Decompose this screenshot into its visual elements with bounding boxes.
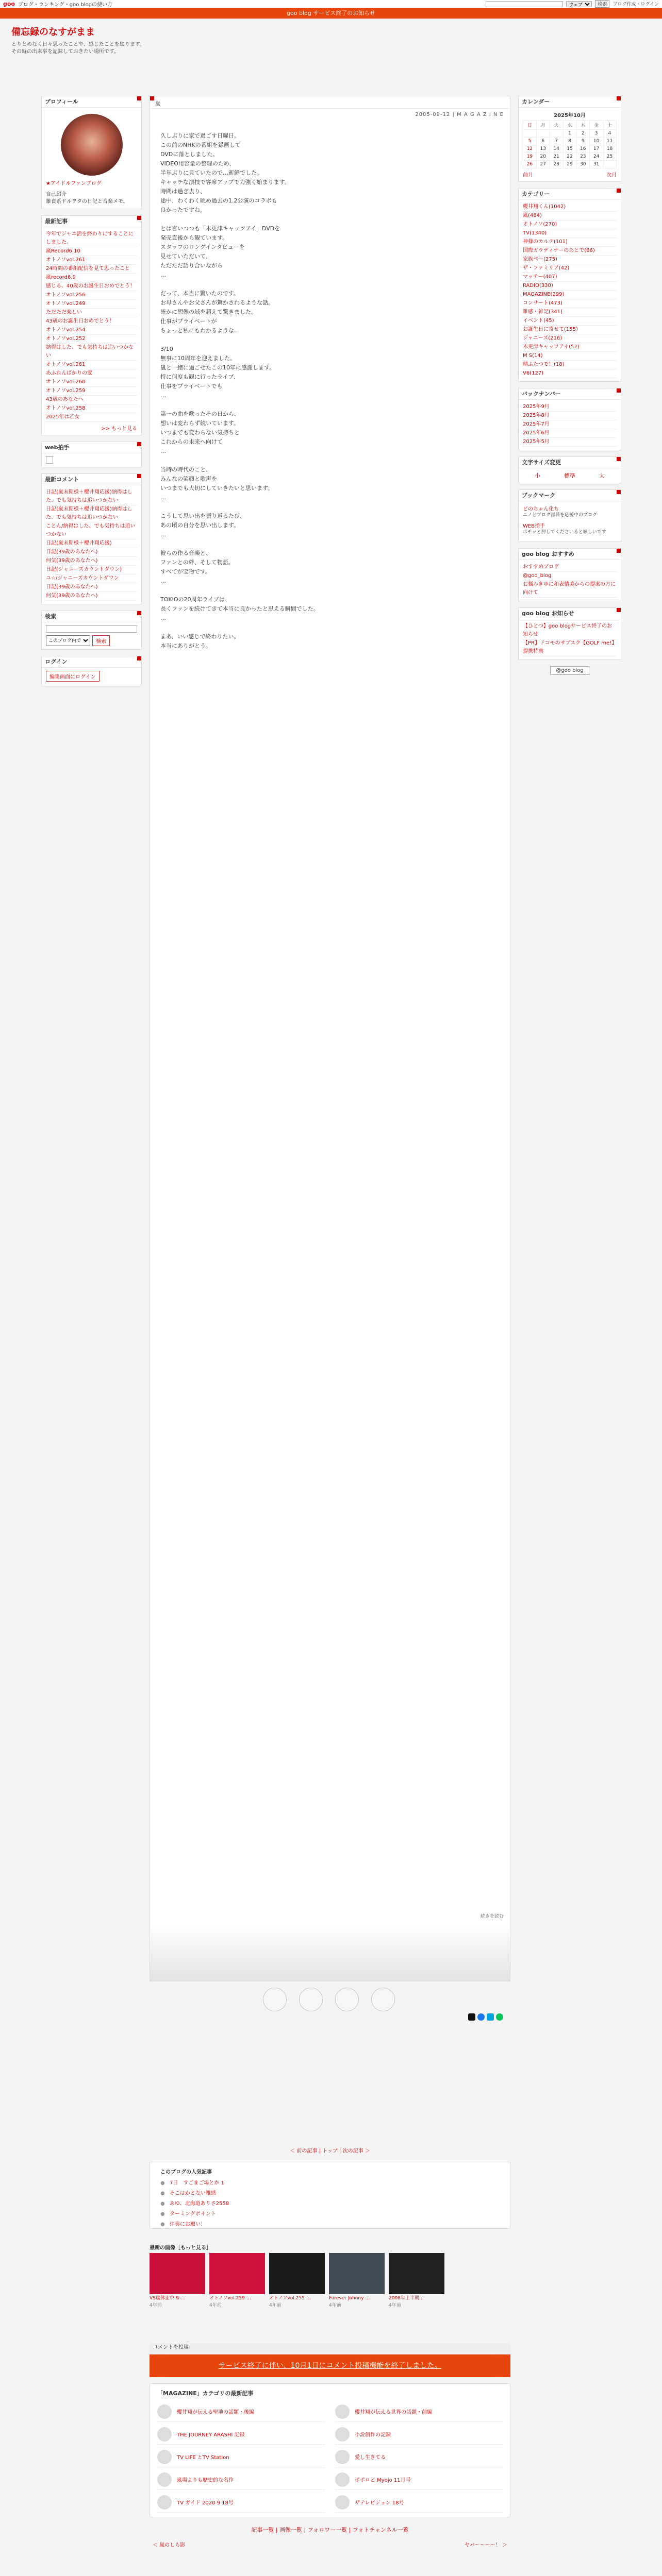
categories-box bbox=[518, 188, 621, 382]
hatena-share-icon[interactable] bbox=[487, 2013, 494, 2021]
recent-comment-who[interactable]: 日記(嵐末期様＋櫻井翔応援) bbox=[46, 540, 112, 546]
calendar-day[interactable]: 20 bbox=[536, 153, 550, 161]
blog-search-scope[interactable] bbox=[46, 635, 90, 646]
recent-photo-date: 4年前 bbox=[269, 2303, 282, 2308]
profile-heading: プロフィール bbox=[42, 96, 141, 108]
article-paragraph: こうして思い出を振り返るたび、 あの頃の自分を思い出します。 … bbox=[160, 513, 245, 538]
article-paragraph: TOKIOの20周年ライブは、 長くファンを続けてきて本当に良かったと思える瞬間でした。 … bbox=[160, 596, 319, 621]
related-item-title[interactable]: TV ガイド 2020 9 18号 bbox=[177, 2500, 234, 2506]
related-item[interactable] bbox=[157, 2424, 325, 2445]
recent-photo-thumb[interactable] bbox=[150, 2253, 205, 2294]
related-item-title[interactable]: ポポロと Myojo 11月号 bbox=[355, 2478, 411, 2483]
fontsize-mid[interactable]: 標準 bbox=[564, 472, 575, 479]
bottom-prev-link[interactable]: ＜ 嵐のしら影 bbox=[153, 2543, 186, 2548]
blog-search-button[interactable]: 検索 bbox=[92, 635, 110, 646]
article-header bbox=[150, 96, 510, 109]
recent-entry-item[interactable]: あふれんばかりの愛 bbox=[46, 369, 137, 378]
left-sidebar bbox=[41, 96, 142, 691]
popular-item-icon: ● bbox=[160, 2191, 165, 2196]
fontsize-box bbox=[518, 456, 621, 483]
calendar-day[interactable]: 19 bbox=[523, 153, 537, 161]
recent-entry-item[interactable]: オトノソvol.256 bbox=[46, 291, 137, 300]
toolbar-scope-select[interactable] bbox=[566, 1, 592, 7]
calendar-day[interactable]: 12 bbox=[523, 145, 537, 153]
web-clap-icon[interactable] bbox=[46, 456, 53, 464]
calendar-box bbox=[518, 96, 621, 182]
article-paragraph: 彼らの作る音楽と、 ファンとの絆、そして物語。 すべてが宝物です。 … bbox=[160, 550, 234, 584]
popular-item-title[interactable]: 7日 すごまご場とか 1 bbox=[170, 2180, 224, 2186]
related-item[interactable] bbox=[157, 2469, 325, 2490]
related-item[interactable] bbox=[335, 2424, 503, 2445]
calendar-day[interactable]: 25 bbox=[603, 153, 617, 161]
recent-photos-row bbox=[150, 2253, 510, 2308]
category-item[interactable]: 国際ガラディナーのあとで(66) bbox=[523, 247, 617, 256]
recent-entry-item[interactable]: 今年でジャニ活を終わりにすることにしました。 bbox=[46, 230, 137, 247]
recent-photo-caption[interactable]: 2008年上半期… bbox=[389, 2296, 424, 2301]
related-box bbox=[150, 2383, 510, 2517]
related-item-title[interactable]: 櫻井翔が伝える世界の話題・前編 bbox=[355, 2410, 432, 2415]
related-item[interactable] bbox=[335, 2492, 503, 2513]
goo-notice-item[interactable]: 【PR】ドコモのサブスク【GOLF me!】提携特典 bbox=[523, 639, 617, 656]
recent-photo-date: 4年前 bbox=[329, 2303, 341, 2308]
recent-comment-who[interactable]: 日記(39歳のあなたへ) bbox=[46, 584, 98, 590]
recent-entry-item[interactable]: ただただ楽しい bbox=[46, 309, 137, 317]
goo-recommend-heading: goo blog おすすめ bbox=[519, 549, 621, 560]
popular-item-title[interactable]: そこはかとない雑感 bbox=[170, 2191, 216, 2196]
calendar-day[interactable]: 8 bbox=[563, 138, 576, 145]
article-fade bbox=[150, 1924, 510, 1981]
goo-notice-item[interactable]: 【ひとつ】goo blogサービス終了のお知らせ bbox=[523, 622, 617, 639]
login-heading: ログイン bbox=[42, 656, 141, 668]
recent-photo-item[interactable] bbox=[389, 2253, 444, 2308]
backnumber-heading: バックナンバー bbox=[519, 388, 621, 400]
recent-photo-caption[interactable]: VS嵐休止中 & … bbox=[150, 2296, 186, 2301]
popular-item-title[interactable]: ターミングポイント bbox=[170, 2211, 216, 2217]
calendar-day bbox=[550, 130, 563, 138]
recent-comment-who[interactable]: 日記(嵐末期様＋櫻井翔応援) bbox=[46, 506, 112, 512]
recent-entry-item[interactable]: オトノソvol.261 bbox=[46, 256, 137, 265]
calendar-day[interactable]: 6 bbox=[536, 138, 550, 145]
bookmark-list bbox=[519, 501, 621, 541]
share-circle-1[interactable] bbox=[263, 1988, 287, 2011]
related-item-title[interactable]: 愛し生きてる bbox=[355, 2455, 386, 2461]
service-end-notice[interactable] bbox=[0, 8, 662, 19]
login-button[interactable]: 編集画面にログイン bbox=[46, 671, 100, 682]
calendar-day[interactable]: 10 bbox=[590, 138, 603, 145]
calendar-day[interactable]: 13 bbox=[536, 145, 550, 153]
backnumber-item[interactable]: 2025年5月 bbox=[523, 438, 617, 447]
toolbar-nav[interactable]: ブログ・ランキング・goo blogの使い方 bbox=[18, 2, 113, 8]
category-item[interactable]: マッチー(407) bbox=[523, 273, 617, 282]
recent-photo-item[interactable] bbox=[150, 2253, 205, 2308]
calendar-day bbox=[536, 130, 550, 138]
article-paragraph: だって、本当に驚いたのです。 お母さんやお父さんが驚かされるような話。 確かに想像の域を超えて驚きました。 仕事がプライベートが ちょっと私にもわかるような… bbox=[160, 290, 274, 334]
line-share-icon[interactable] bbox=[496, 2013, 503, 2021]
recent-photo-thumb[interactable] bbox=[389, 2253, 444, 2294]
recent-entry-item[interactable]: オトノソvol.249 bbox=[46, 300, 137, 309]
related-item-title[interactable]: ザテレビジョン 18号 bbox=[355, 2500, 404, 2506]
related-grid bbox=[157, 2401, 503, 2513]
main-column bbox=[150, 96, 510, 2548]
related-item[interactable] bbox=[157, 2447, 325, 2467]
calendar-day[interactable]: 11 bbox=[603, 138, 617, 145]
recent-comment-item[interactable] bbox=[46, 592, 137, 601]
bookmark-title[interactable]: WEB指手 bbox=[523, 523, 545, 529]
recent-entry-item[interactable]: 43歳のお誕生日おめでとう！ bbox=[46, 317, 137, 326]
recent-comment-who[interactable]: 何気(39歳のあなたへ) bbox=[46, 558, 98, 564]
related-item-icon bbox=[335, 2404, 350, 2419]
related-item-icon bbox=[157, 2427, 172, 2442]
bookmark-item bbox=[523, 504, 617, 518]
recent-photo-thumb[interactable] bbox=[329, 2253, 385, 2294]
calendar-heading: カレンダー bbox=[519, 96, 621, 108]
calendar-day[interactable]: 3 bbox=[590, 130, 603, 138]
calendar-day bbox=[523, 130, 537, 138]
category-item[interactable]: お誕生日に寄せて(155) bbox=[523, 326, 617, 334]
categories-list bbox=[523, 203, 617, 378]
popular-item[interactable] bbox=[160, 2219, 500, 2230]
blog-search-input[interactable] bbox=[46, 625, 137, 633]
share-circle-2[interactable] bbox=[299, 1988, 323, 2011]
related-item-title[interactable]: 嵐場よりも歴史的な名作 bbox=[177, 2478, 234, 2483]
share-area bbox=[150, 1988, 510, 2024]
related-item[interactable] bbox=[335, 2447, 503, 2467]
popular-list bbox=[160, 2178, 500, 2230]
popular-item[interactable] bbox=[160, 2178, 500, 2189]
facebook-share-icon[interactable] bbox=[477, 2013, 485, 2021]
category-item[interactable]: イベント(45) bbox=[523, 317, 617, 326]
related-item[interactable] bbox=[157, 2492, 325, 2513]
category-item[interactable]: ジャニーズ(216) bbox=[523, 334, 617, 343]
backnumber-item[interactable]: 2025年8月 bbox=[523, 412, 617, 420]
share-circle-3[interactable] bbox=[335, 1988, 359, 2011]
category-item[interactable]: ザ・ファミリア(42) bbox=[523, 264, 617, 273]
fontsize-large[interactable]: 大 bbox=[599, 472, 605, 479]
calendar-week-row bbox=[523, 153, 617, 161]
calendar-week-row bbox=[523, 145, 617, 153]
recent-comment-item[interactable] bbox=[46, 557, 137, 566]
category-item[interactable]: 晴ふたつで！(18) bbox=[523, 361, 617, 369]
recent-comment-item[interactable] bbox=[46, 574, 137, 583]
bookmark-box bbox=[518, 489, 621, 542]
profile-name-label: 自己紹介 bbox=[46, 192, 67, 197]
related-item-title[interactable]: THE JOURNEY ARASHI 記録 bbox=[177, 2432, 245, 2438]
recent-entry-item[interactable]: 感じる、40歳のお誕生日おめでとう！ bbox=[46, 282, 137, 291]
calendar-caption: 2025年10月 bbox=[554, 113, 586, 118]
recent-photo-thumb[interactable] bbox=[269, 2253, 325, 2294]
recent-comment-who[interactable]: 日記(嵐末期様＋櫻井翔応援) bbox=[46, 489, 112, 495]
search-heading: 検索 bbox=[42, 611, 141, 622]
calendar-day[interactable]: 9 bbox=[576, 138, 590, 145]
popular-item-title[interactable]: 伴奏にお願い！ bbox=[170, 2222, 206, 2227]
calendar-day[interactable]: 30 bbox=[576, 161, 590, 168]
calendar-day[interactable]: 26 bbox=[523, 161, 537, 168]
related-item-icon bbox=[335, 2495, 350, 2510]
recent-entry-item[interactable]: 嵐record6.9 bbox=[46, 274, 137, 282]
calendar-day bbox=[603, 161, 617, 168]
blog-title[interactable]: 備忘録のなすがまま bbox=[11, 27, 95, 38]
recent-photo-caption[interactable]: オトノソvol.259 … bbox=[209, 2296, 251, 2301]
profile-box bbox=[41, 96, 142, 209]
fontsize-small[interactable]: 小 bbox=[535, 472, 540, 479]
category-item[interactable]: 嵐(484) bbox=[523, 212, 617, 221]
category-item[interactable]: TV(1340) bbox=[523, 229, 617, 238]
recent-photo-date: 4年前 bbox=[209, 2303, 222, 2308]
calendar-day[interactable]: 1 bbox=[563, 130, 576, 138]
article-paragraph: 久しぶりに家で過ごす日曜日。 この前のNHKの番組を録画して DVDに落としました。 VIDEO用容量の整理のため、 半年ぶりに見ていたので…新鮮でした。 キャッチな演技で客席アップで力強く始まります。 時間は過ぎ去り、 途中、わくわく眺め過去の1.2公演のコラボも 良かったですね。 bbox=[160, 132, 290, 213]
search-box bbox=[41, 611, 142, 650]
related-item-icon bbox=[157, 2495, 172, 2510]
related-item-icon bbox=[157, 2404, 172, 2419]
category-item[interactable]: 櫻井翔くん(1042) bbox=[523, 203, 617, 212]
recent-comment-who[interactable]: ユ☆/ジャニーズカウントダウン bbox=[46, 575, 119, 581]
recent-entry-item[interactable]: オトノソvol.260 bbox=[46, 378, 137, 387]
x-share-icon[interactable] bbox=[468, 2013, 475, 2021]
article bbox=[150, 96, 510, 1981]
calendar-weekday: 火 bbox=[550, 121, 563, 130]
article-date: 2005-09-12 | M A G A Z I N E bbox=[415, 112, 504, 117]
calendar-day[interactable]: 21 bbox=[550, 153, 563, 161]
service-end-notice-text[interactable]: goo blog サービス終了のお知らせ bbox=[287, 10, 375, 16]
related-item[interactable] bbox=[157, 2401, 325, 2422]
goo-toolbar bbox=[0, 0, 662, 8]
popular-heading: このブログの人気記事 bbox=[160, 2170, 212, 2175]
recent-entries-heading: 最新記事 bbox=[42, 216, 141, 227]
article-paragraph: 3/10 無事に10周年を迎えました。 嵐と一緒に過ごせたこの10年に感謝します。 特に何度も観に行ったライブ、 仕事をプライベートでも … bbox=[160, 346, 275, 399]
recent-comment-item[interactable] bbox=[46, 505, 137, 522]
popular-item[interactable] bbox=[160, 2199, 500, 2209]
recent-comment-item[interactable] bbox=[46, 488, 137, 505]
popular-box bbox=[150, 2162, 510, 2229]
recent-photos-heading[interactable]: 最新の画像［もっと見る］ bbox=[150, 2245, 211, 2251]
goo-recommend-item[interactable]: @goo_blog bbox=[523, 572, 617, 581]
category-item[interactable]: 雑感・雑記(341) bbox=[523, 308, 617, 317]
popular-item[interactable] bbox=[160, 2189, 500, 2199]
share-circle-4[interactable] bbox=[371, 1988, 395, 2011]
recent-entry-item[interactable]: 嵐Record6.10 bbox=[46, 247, 137, 256]
blog-description: とりとめなく日々思ったことや、感じたことを綴ります。その時の出来事を記録しておきたい場所です。 bbox=[11, 42, 145, 55]
goo-recommend-box bbox=[518, 548, 621, 601]
goo-notice-list bbox=[523, 622, 617, 656]
goo-recommend-list bbox=[523, 563, 617, 598]
recent-comment-who[interactable]: ことん/納得はした、でも気持ちは追いつかない bbox=[46, 523, 136, 537]
goo-notice-box bbox=[518, 607, 621, 660]
calendar-weekday: 土 bbox=[603, 121, 617, 130]
recent-photo-caption[interactable]: Forever Johnny … bbox=[329, 2296, 370, 2301]
calendar-day[interactable]: 5 bbox=[523, 138, 537, 145]
calendar-day[interactable]: 22 bbox=[563, 153, 576, 161]
calendar-prev[interactable]: 前月 bbox=[523, 173, 533, 178]
goo-recommend-item[interactable]: おすすめブログ bbox=[523, 563, 617, 572]
calendar-day[interactable]: 31 bbox=[590, 161, 603, 168]
comment-post-header: コメントを投稿 bbox=[150, 2343, 510, 2352]
article-paragraph: とは言いつつも「木更津キャッツアイ」DVDを 発売直後から観ています。 スタッフのロングインタビューを 見せていただいて、 ただただ語り合いながら … bbox=[160, 225, 280, 278]
calendar-day[interactable]: 2 bbox=[576, 130, 590, 138]
right-sidebar bbox=[518, 96, 621, 675]
login-box bbox=[41, 656, 142, 685]
recent-comment-item[interactable] bbox=[46, 522, 137, 539]
related-item-icon bbox=[157, 2472, 172, 2487]
avatar bbox=[61, 114, 123, 176]
calendar-table bbox=[523, 120, 617, 168]
category-item[interactable]: M S(14) bbox=[523, 352, 617, 361]
bookmark-desc: ニノとブログ部員を応援中のブログ bbox=[523, 513, 598, 518]
recent-entry-item[interactable]: 24時間の番組配信を見て思ったこと bbox=[46, 265, 137, 274]
calendar-weekday: 水 bbox=[563, 121, 576, 130]
recent-photo-item[interactable] bbox=[329, 2253, 385, 2308]
bookmark-heading: ブックマーク bbox=[519, 490, 621, 501]
recent-comments-box bbox=[41, 473, 142, 604]
calendar-week-row bbox=[523, 130, 617, 138]
toolbar-search-button[interactable]: 検索 bbox=[595, 0, 609, 8]
recent-photo-item[interactable] bbox=[209, 2253, 265, 2308]
calendar-day[interactable]: 15 bbox=[563, 145, 576, 153]
article-paragraph: 当時の時代のこと、 みんなの笑顔と歌声を いつまでも大切にしていきたいと思います。 … bbox=[160, 466, 274, 501]
popular-item[interactable] bbox=[160, 2209, 500, 2219]
backnumber-item[interactable]: 2025年9月 bbox=[523, 403, 617, 412]
recent-comment-item[interactable] bbox=[46, 548, 137, 557]
profile-intro: 雑食系ドルヲタの日記と音楽メモ。 bbox=[46, 199, 128, 205]
calendar-day[interactable]: 14 bbox=[550, 145, 563, 153]
recent-entries-box bbox=[41, 215, 142, 435]
backnumber-box bbox=[518, 388, 621, 450]
recent-comment-title[interactable]: 納得はした、でも気持ちは追いつかない bbox=[46, 506, 133, 520]
recent-entry-item[interactable]: オトノソvol.261 bbox=[46, 361, 137, 369]
recent-photo-caption[interactable]: オトノソvol.255 … bbox=[269, 2296, 311, 2301]
calendar-day[interactable]: 4 bbox=[603, 130, 617, 138]
popular-item-icon: ● bbox=[160, 2211, 165, 2217]
recent-entry-item[interactable]: 43歳のあなたへ bbox=[46, 396, 137, 404]
recent-comments-heading: 最新コメント bbox=[42, 474, 141, 485]
related-item-title[interactable]: 櫻井翔が伝える聖地の話題・後編 bbox=[177, 2410, 254, 2415]
recent-comment-who[interactable]: 何気(39歳のあなたへ) bbox=[46, 593, 98, 599]
calendar-weekday-row bbox=[523, 121, 617, 130]
bookmark-desc: ポチッと押してくださいると嬉しいです bbox=[523, 530, 606, 535]
calendar-weekday: 木 bbox=[576, 121, 590, 130]
calendar-day[interactable]: 29 bbox=[563, 161, 576, 168]
category-item[interactable]: 家族ペー(275) bbox=[523, 256, 617, 264]
bottom-next-link[interactable]: ヤバ〜〜〜〜！ ＞ bbox=[464, 2543, 507, 2548]
backnumber-item[interactable]: 2025年6月 bbox=[523, 429, 617, 438]
related-heading: 「MAGAZINE」カテゴリの最新記事 bbox=[157, 2390, 254, 2397]
recent-entry-item[interactable]: オトノソvol.254 bbox=[46, 326, 137, 335]
related-item[interactable] bbox=[335, 2469, 503, 2490]
popular-item-icon: ● bbox=[160, 2222, 165, 2227]
recent-comment-title[interactable]: 納得はした、でも気持ちは追いつかない bbox=[46, 489, 133, 503]
related-item-icon bbox=[335, 2427, 350, 2442]
bookmark-item bbox=[523, 521, 617, 535]
bookmark-title[interactable]: ビのちゃん化ち bbox=[523, 506, 559, 512]
category-item[interactable]: RADIO(330) bbox=[523, 282, 617, 291]
profile-link[interactable]: ★アイドルファンブログ bbox=[46, 181, 102, 187]
recent-photo-item[interactable] bbox=[269, 2253, 325, 2308]
popular-item-icon: ● bbox=[160, 2201, 165, 2207]
calendar-day[interactable]: 17 bbox=[590, 145, 603, 153]
read-more-link[interactable]: 続きを読む bbox=[480, 1914, 504, 1919]
calendar-day[interactable]: 23 bbox=[576, 153, 590, 161]
calendar-week-row bbox=[523, 138, 617, 145]
category-item[interactable]: 神様のカルテ(101) bbox=[523, 238, 617, 247]
recent-comment-item[interactable] bbox=[46, 539, 137, 548]
calendar-day[interactable]: 16 bbox=[576, 145, 590, 153]
popular-item-title[interactable]: あゆ、北海道ありさ2558 bbox=[170, 2201, 229, 2207]
recent-entry-item[interactable]: オトノソvol.258 bbox=[46, 404, 137, 413]
comments-closed-banner[interactable]: サービス終了に伴い、10月1日にコメント投稿機能を終了しました。 bbox=[150, 2354, 510, 2377]
fontsize-heading: 文字サイズ変更 bbox=[519, 457, 621, 468]
recent-entry-item[interactable]: 2025年は乙女 bbox=[46, 413, 137, 422]
recent-comment-who[interactable]: 日記(ジャニーズカウントダウン) bbox=[46, 567, 122, 572]
goo-recommend-item[interactable]: お悩みきゆに和表情美からの提案の方に向けて bbox=[523, 581, 617, 598]
blog-header bbox=[0, 19, 662, 96]
web-clap-heading: web拍手 bbox=[42, 442, 141, 453]
toolbar-search-input[interactable] bbox=[486, 1, 563, 7]
recent-photo-date: 4年前 bbox=[150, 2303, 162, 2308]
recent-entry-item[interactable]: オトノソvol.259 bbox=[46, 387, 137, 396]
related-item[interactable] bbox=[335, 2401, 503, 2422]
goo-logo[interactable]: goo bbox=[3, 1, 15, 7]
recent-photos bbox=[150, 2239, 510, 2332]
calendar-day[interactable]: 27 bbox=[536, 161, 550, 168]
categories-heading: カテゴリー bbox=[519, 189, 621, 200]
article-paragraph: まあ、いい感じで終わりたい。 本当にありがとう。 bbox=[160, 633, 240, 649]
recent-photo-date: 4年前 bbox=[389, 2303, 401, 2308]
category-item[interactable]: コンサート(473) bbox=[523, 299, 617, 308]
recent-entry-item[interactable]: オトノソvol.252 bbox=[46, 335, 137, 344]
related-item-title[interactable]: TV LIFE とTV Station bbox=[177, 2455, 229, 2461]
recent-comment-item[interactable] bbox=[46, 583, 137, 592]
category-item[interactable]: V6(127) bbox=[523, 369, 617, 378]
recent-entries-list bbox=[46, 230, 137, 422]
calendar-day[interactable]: 18 bbox=[603, 145, 617, 153]
calendar-weekday: 月 bbox=[536, 121, 550, 130]
calendar-weekday: 日 bbox=[523, 121, 537, 130]
calendar-day[interactable]: 7 bbox=[550, 138, 563, 145]
popular-item-icon: ● bbox=[160, 2180, 165, 2186]
article-pager[interactable]: ＜ 前の記事 | トップ | 次の記事 ＞ bbox=[290, 2148, 370, 2154]
recent-comment-who[interactable]: 日記(39歳のあなたへ) bbox=[46, 549, 98, 555]
bottom-nav[interactable]: 記事一覧 | 画像一覧 | フォロワー一覧 | フォトチャンネル一覧 bbox=[251, 2527, 409, 2533]
article-paragraph: 第一の曲を歌ったその日から、 想いは変わらず続いています。 いつまでも変わらない気持ちと これからの未来へ向けて … bbox=[160, 411, 240, 454]
calendar-next[interactable]: 次月 bbox=[606, 173, 617, 178]
calendar-week-row bbox=[523, 161, 617, 168]
recent-photo-thumb[interactable] bbox=[209, 2253, 265, 2294]
related-item-icon bbox=[335, 2450, 350, 2464]
recent-comment-item[interactable] bbox=[46, 566, 137, 574]
related-item-title[interactable]: 小説創作の記録 bbox=[355, 2432, 391, 2438]
recent-entries-more[interactable]: >> もっと見る bbox=[101, 426, 137, 432]
category-item[interactable]: オトノソ(270) bbox=[523, 221, 617, 229]
toolbar-sub-links[interactable]: ブログ作成・ログイン bbox=[613, 2, 659, 7]
recent-entry-item[interactable]: 納得はした、でも気持ちは追いつかない bbox=[46, 344, 137, 361]
related-item-icon bbox=[157, 2450, 172, 2464]
goo-blog-badge[interactable]: @goo blog bbox=[550, 666, 589, 675]
category-item[interactable]: 木更津キャッツアイ(52) bbox=[523, 343, 617, 352]
calendar-day[interactable]: 24 bbox=[590, 153, 603, 161]
backnumber-list bbox=[523, 403, 617, 447]
category-item[interactable]: MAGAZINE(299) bbox=[523, 291, 617, 299]
calendar-day[interactable]: 28 bbox=[550, 161, 563, 168]
calendar-weekday: 金 bbox=[590, 121, 603, 130]
backnumber-item[interactable]: 2025年7月 bbox=[523, 420, 617, 429]
goo-notice-heading: goo blog お知らせ bbox=[519, 608, 621, 619]
article-body bbox=[150, 109, 510, 665]
article-category[interactable]: 嵐 bbox=[155, 101, 160, 107]
related-item-icon bbox=[335, 2472, 350, 2487]
recent-comments-list bbox=[46, 488, 137, 601]
web-clap-box bbox=[41, 442, 142, 467]
